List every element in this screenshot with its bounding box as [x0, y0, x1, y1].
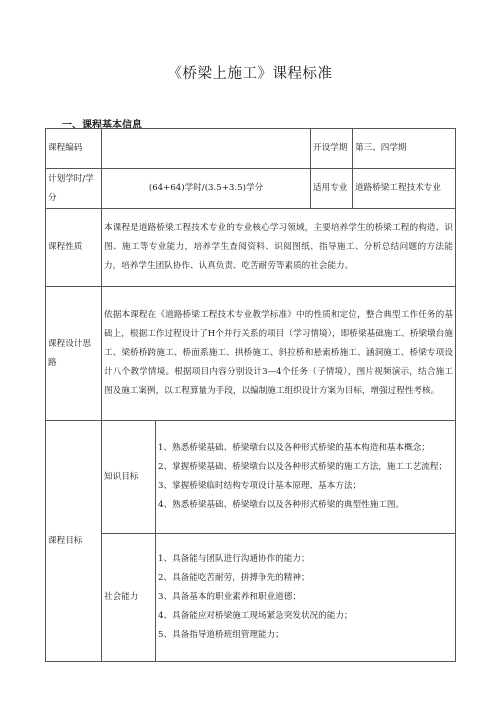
major-label: 适用专业 [311, 169, 353, 209]
table-row [46, 287, 456, 421]
list-item: 2、掌握桥梁基础、桥梁墩台以及各种形式桥梁的施工方法，施工工艺流程； [158, 462, 448, 472]
course-goals-label: 课程目标 [46, 421, 102, 662]
table-row [46, 169, 456, 209]
design-idea-text: 依据本课程在《道路桥梁工程技术专业教学标准》中的性质和定位，整合典型工作任务的基础上，根据工作过程设计了H个并行关系的项目（学习情境），即桥梁基础施工、桥梁墩台施工、梁桥桥跨施工、桥面系施工、拱桥施工、斜拉桥和悬索桥施工、涵洞施工、桥梁专项设计八个教学情境。根据项目内容分别设计3—4个任务（子情境），图片视频演示，结合施工图及施工案例，以工程算量为手段，以编制施工组织设计方案为目标，增强过程性考核。 [102, 287, 456, 421]
list-item: 3、掌握桥梁临时结构专项设计基本原理、基本方法； [158, 481, 362, 491]
list-item: 3、具备基本的职业素养和职业道德； [158, 592, 301, 602]
course-code-value [102, 129, 311, 169]
table-row [46, 421, 456, 534]
social-ability-label: 社会能力 [102, 534, 156, 662]
section-heading: 一、课程基本信息 [62, 120, 142, 131]
knowledge-goals-label: 知识目标 [102, 421, 156, 534]
list-item: 1、具备能与团队进行沟通协作的能力； [158, 554, 310, 564]
knowledge-goals-list [156, 421, 456, 534]
list-item: 4、具备能应对桥梁施工现场紧急突发状况的能力； [158, 611, 353, 621]
course-nature-text: 本课程是道路桥梁工程技术专业的专业核心学习领域，主要培养学生的桥梁工程的构造、识图、施工等专业能力，培养学生查阅资料、识阅图纸、指导施工、分析总结问题的方法能力，培养学生团队协作、认真负责、吃苦耐劳等素质的社会能力。 [102, 209, 456, 287]
semester-label: 开设学期 [311, 129, 353, 169]
list-item: 4、熟悉桥梁基础、桥梁墩台以及各种形式桥梁的典型性施工图。 [158, 500, 405, 510]
table-row [46, 209, 456, 287]
course-nature-label: 课程性质 [46, 209, 102, 287]
table-row [46, 534, 456, 662]
list-item: 1、熟悉桥梁基础、桥梁墩台以及各种形式桥梁的基本构造和基本概念； [158, 443, 430, 453]
course-code-label: 课程编码 [46, 129, 102, 169]
list-item: 5、具备指导道桥班组管理能力； [158, 630, 284, 640]
major-value: 道路桥梁工程技术专业 [353, 169, 456, 209]
list-item: 2、具备能吃苦耐劳，拼搏争先的精神； [158, 573, 310, 583]
design-idea-label: 课程设计思路 [46, 287, 102, 421]
semester-value: 第三、四学期 [353, 129, 456, 169]
document-title: 《桥梁上施工》课程标准 [167, 66, 333, 82]
social-ability-list [156, 534, 456, 662]
hours-credits-value: (64+64)学时/(3.5+3.5)学分 [102, 169, 311, 209]
table-row [46, 129, 456, 169]
course-info-table [45, 128, 456, 662]
hours-credits-label: 计划学时/学分 [46, 169, 102, 209]
